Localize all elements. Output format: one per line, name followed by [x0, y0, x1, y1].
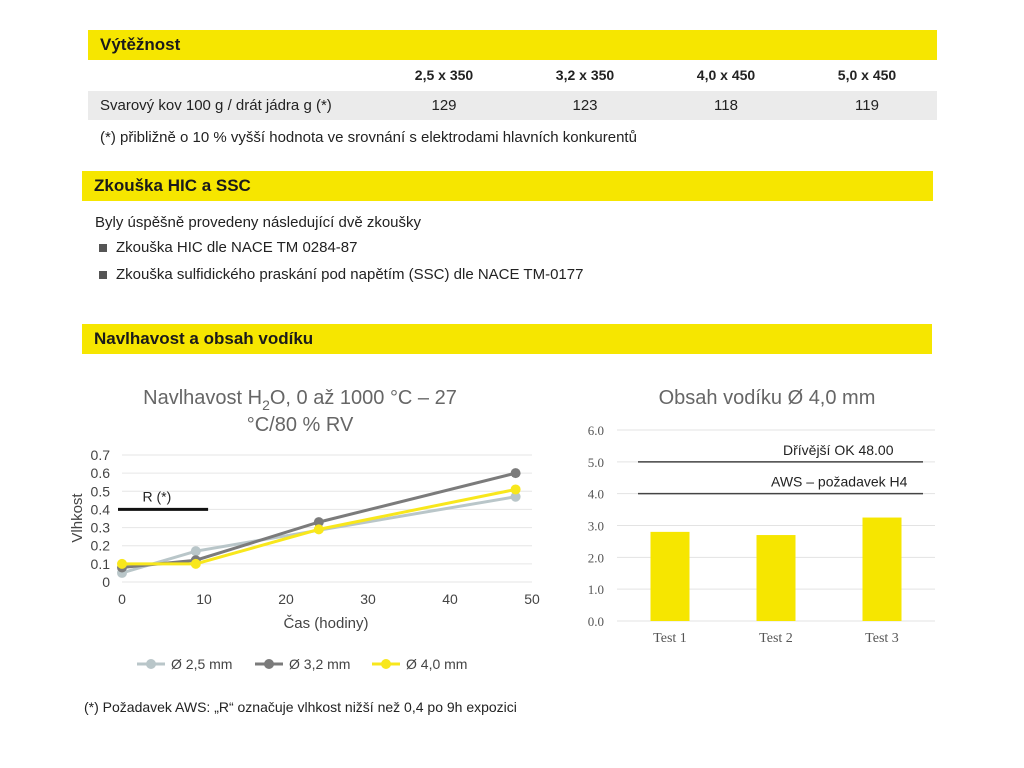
legend-label: Ø 4,0 mm [406, 656, 468, 672]
y-tick-label: 6.0 [587, 423, 604, 438]
yield-col-1: 2,5 x 350 [414, 67, 474, 83]
y-tick-label: 2.0 [587, 550, 604, 566]
y-tick-label: 4.0 [587, 486, 604, 502]
legend-marker [381, 659, 391, 669]
hic-item-2: Zkouška sulfidického praskání pod napětím (SSC) dle NACE TM-0177 [116, 266, 584, 283]
x-tick-label: 10 [196, 591, 212, 607]
y-tick-label: 0.2 [90, 537, 110, 554]
moisture-line-chart [60, 376, 540, 686]
y-tick-label: 0.5 [90, 483, 110, 500]
legend-label: Ø 3,2 mm [289, 656, 351, 672]
y-tick-label: 0.7 [90, 447, 110, 463]
yield-value-2: 123 [572, 97, 598, 114]
annotation-label: R (*) [142, 488, 172, 505]
hic-header-band [82, 171, 933, 201]
bar-chart-title: Obsah vodíku Ø 4,0 mm [658, 387, 876, 409]
bullet-icon [99, 244, 107, 252]
legend-marker [146, 659, 156, 669]
data-point [191, 546, 201, 556]
data-point [314, 524, 324, 534]
y-tick-label: 0 [102, 574, 110, 590]
yield-col-2: 3,2 x 350 [555, 67, 615, 83]
reference-label: Dřívější OK 48.00 [783, 441, 894, 458]
yield-title: Výtěžnost [100, 35, 181, 54]
yield-footnote: (*) přibližně o 10 % vyšší hodnota ve srovnání s elektrodami hlavních konkurentů [100, 129, 637, 146]
data-point [511, 484, 521, 494]
bullet-icon [99, 271, 107, 279]
x-tick-label: 40 [442, 591, 458, 607]
yield-value-3: 118 [714, 97, 738, 114]
yield-col-4: 5,0 x 450 [837, 67, 897, 83]
x-tick-label: 20 [278, 591, 294, 607]
bar-test-3 [863, 518, 902, 621]
y-tick-label: 1.0 [587, 582, 604, 598]
hic-intro: Byly úspěšně provedeny následující dvě zkoušky [95, 214, 422, 231]
data-point [191, 559, 201, 569]
bar-test-1 [651, 532, 690, 621]
legend-marker [264, 659, 274, 669]
y-tick-label: 0.0 [587, 614, 604, 629]
yield-header-band [88, 30, 937, 60]
x-tick-label: Test 3 [865, 631, 899, 646]
x-tick-label: 50 [524, 591, 540, 607]
y-tick-label: 0.1 [90, 555, 110, 572]
x-axis-label: Čas (hodiny) [283, 615, 369, 632]
moisture-footnote: (*) Požadavek AWS: „R“ označuje vlhkost nižší než 0,4 po 9h expozici [84, 699, 517, 715]
legend-label: Ø 2,5 mm [171, 656, 233, 672]
moisture-title: Navlhavost a obsah vodíku [94, 329, 314, 348]
chart-title [143, 387, 457, 436]
chart-title-line2: °C/80 % RV [246, 414, 354, 436]
chart-title-line1: Navlhavost $H_2O$, 0 až 1000 °C – 27 [143, 387, 457, 413]
yield-value-1: 129 [431, 97, 457, 114]
x-tick-label: 30 [360, 591, 376, 607]
y-tick-label: 0.4 [90, 501, 110, 518]
x-tick-label: Test 1 [653, 631, 687, 646]
yield-col-3: 4,0 x 450 [696, 67, 756, 83]
data-point [511, 468, 521, 478]
data-point [117, 559, 127, 569]
yield-row-label: Svarový kov 100 g / drát jádra g (*) [100, 97, 332, 114]
y-tick-label: 0.3 [90, 519, 110, 536]
hydrogen-bar-chart [575, 376, 950, 656]
x-tick-label: Test 2 [759, 631, 793, 646]
y-axis-label: Vlhkost [69, 493, 86, 543]
y-tick-label: 5.0 [587, 454, 604, 470]
reference-label: AWS – požadavek H4 [771, 473, 908, 490]
hic-title: Zkouška HIC a SSC [94, 176, 251, 195]
hic-item-1: Zkouška HIC dle NACE TM 0284-87 [116, 239, 358, 256]
y-tick-label: 0.6 [90, 465, 110, 482]
y-tick-label: 3.0 [587, 518, 604, 534]
bar-test-2 [757, 535, 796, 621]
moisture-header-band [82, 324, 932, 354]
yield-value-4: 119 [855, 97, 879, 114]
x-tick-label: 0 [118, 591, 126, 607]
